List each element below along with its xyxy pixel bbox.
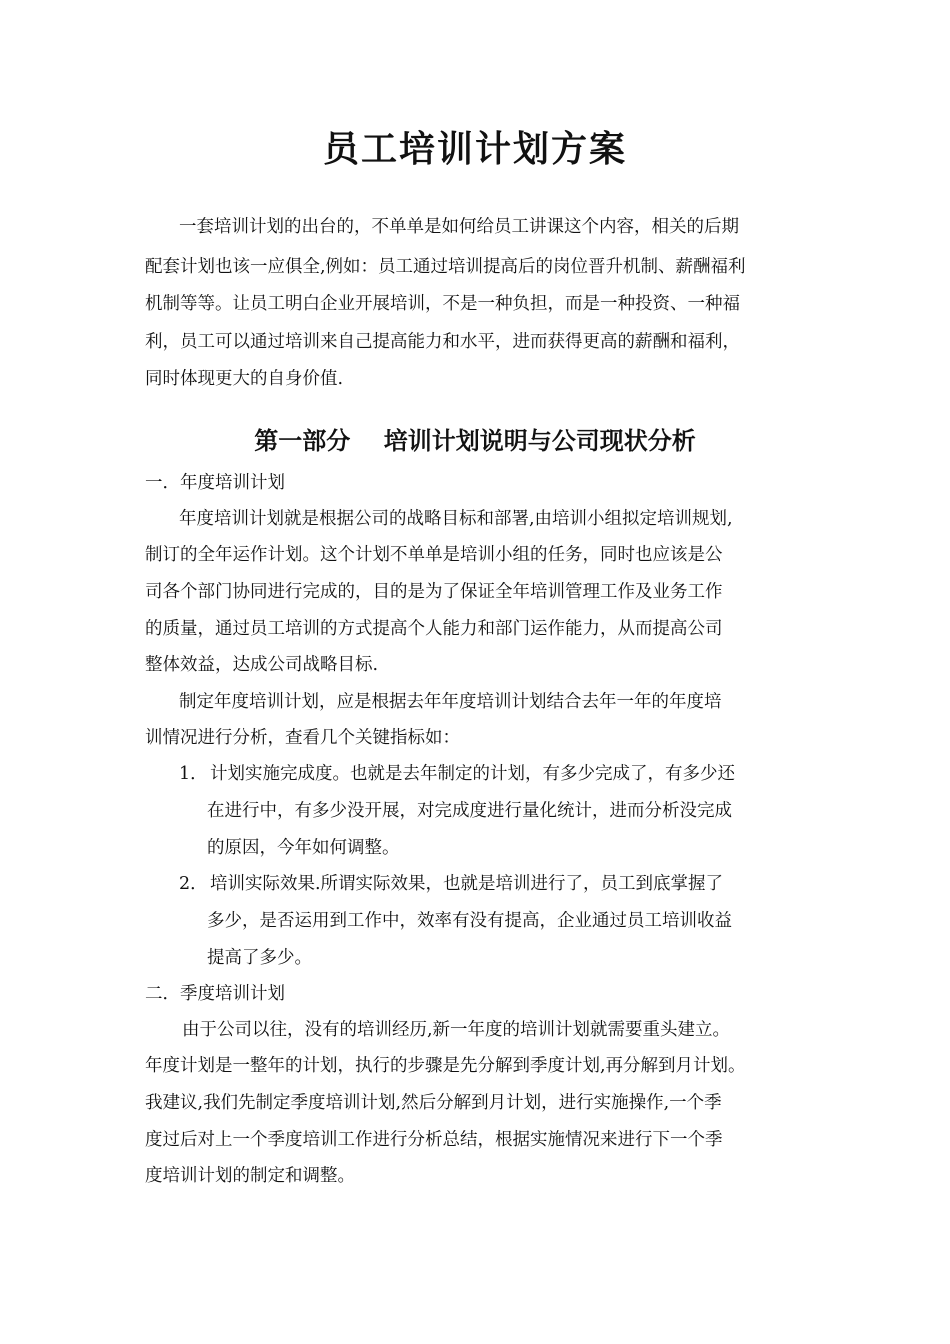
- list-line: 计划实施完成度。也就是去年制定的计划，有多少完成了，有多少还: [210, 764, 735, 784]
- paragraph-line: 整体效益，达成公司战略目标.: [145, 655, 379, 675]
- section1-heading: 一．年度培训计划: [145, 473, 285, 493]
- list-line: 的原因，今年如何调整。: [207, 838, 400, 858]
- intro-line: 同时体现更大的自身价值.: [145, 369, 344, 389]
- intro-line: 一套培训计划的出台的，不单单是如何给员工讲课这个内容，相关的后期: [179, 217, 739, 237]
- intro-line: 配套计划也该一应俱全,例如：员工通过培训提高后的岗位晋升机制、薪酬福利: [145, 257, 746, 277]
- list-line: 提高了多少。: [207, 948, 312, 968]
- list-line: 在进行中，有多少没开展，对完成度进行量化统计，进而分析没完成: [207, 801, 732, 821]
- intro-line: 机制等等。让员工明白企业开展培训，不是一种负担，而是一种投资、一种福: [145, 294, 740, 314]
- list-line: 培训实际效果.所谓实际效果，也就是培训进行了，员工到底掌握了: [210, 874, 724, 894]
- paragraph-line: 度培训计划的制定和调整。: [145, 1166, 355, 1186]
- paragraph-line: 年度计划是一整年的计划，执行的步骤是先分解到季度计划,再分解到月计划。: [145, 1056, 746, 1076]
- paragraph-line: 我建议,我们先制定季度培训计划,然后分解到月计划，进行实施操作,一个季: [145, 1093, 722, 1113]
- paragraph-line: 司各个部门协同进行完成的，目的是为了保证全年培训管理工作及业务工作: [145, 582, 723, 602]
- intro-line: 利，员工可以通过培训来自己提高能力和水平，进而获得更高的薪酬和福利，: [145, 332, 740, 352]
- paragraph-line: 由于公司以往，没有的培训经历,新一年度的培训计划就需要重头建立。: [182, 1020, 731, 1040]
- list-line: 多少，是否运用到工作中，效率有没有提高，企业通过员工培训收益: [207, 911, 732, 931]
- paragraph-line: 的质量，通过员工培训的方式提高个人能力和部门运作能力，从而提高公司: [145, 619, 723, 639]
- paragraph-line: 年度培训计划就是根据公司的战略目标和部署,由培训小组拟定培训规划,: [179, 509, 733, 529]
- paragraph-line: 度过后对上一个季度培训工作进行分析总结，根据实施情况来进行下一个季: [145, 1130, 723, 1150]
- paragraph-line: 制定年度培训计划，应是根据去年年度培训计划结合去年一年的年度培: [179, 692, 722, 712]
- list-number: 2．: [179, 874, 208, 894]
- paragraph-line: 训情况进行分析，查看几个关键指标如：: [145, 728, 460, 748]
- document-title: 员工培训计划方案: [322, 129, 627, 170]
- part1-heading: 第一部分 培训计划说明与公司现状分析: [254, 427, 696, 455]
- list-number: 1．: [179, 764, 208, 784]
- section2-heading: 二．季度培训计划: [145, 984, 285, 1004]
- paragraph-line: 制订的全年运作计划。这个计划不单单是培训小组的任务，同时也应该是公: [145, 545, 723, 565]
